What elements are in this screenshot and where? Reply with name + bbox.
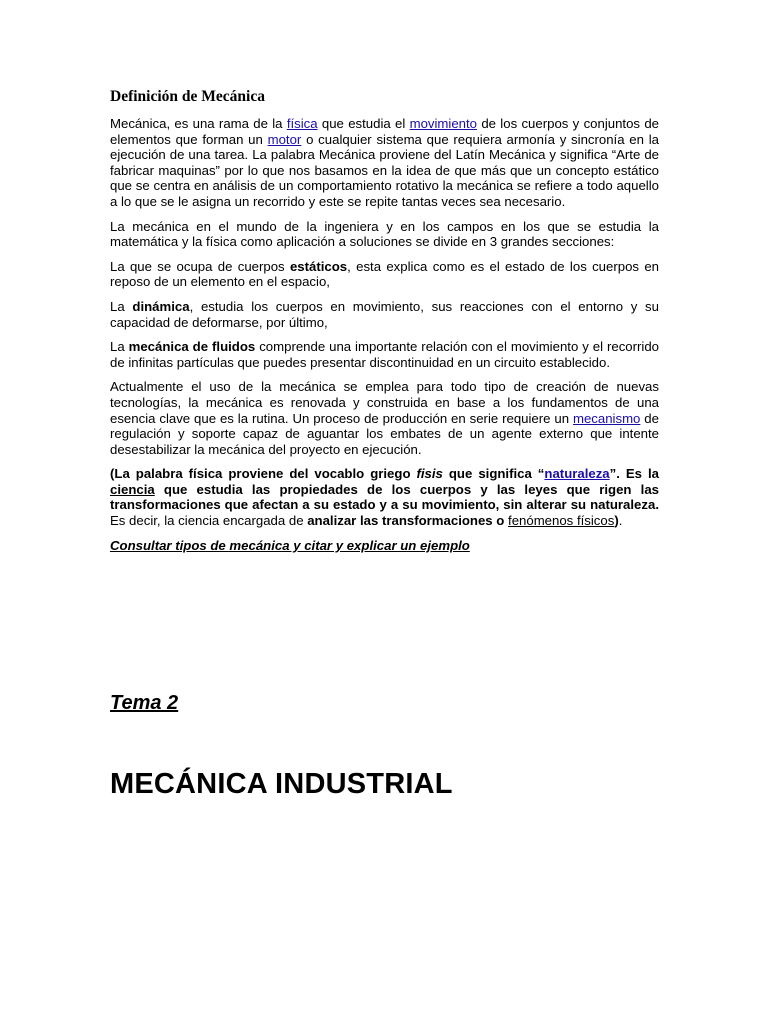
text: , estudia los cuerpos en movimiento, sus reacciones con el entorno y su capacidad de deformarse, por último, <box>110 298 659 330</box>
paragraph-definition <box>110 116 659 210</box>
link-naturaleza[interactable]: naturaleza <box>544 466 610 482</box>
link-ciencia[interactable]: ciencia <box>110 481 155 497</box>
italic-term: fisis <box>416 466 443 482</box>
bold-term: dinámica <box>132 298 190 314</box>
text: La que se ocupa de cuerpos <box>110 258 290 274</box>
link-motor[interactable]: motor <box>267 131 302 147</box>
text: Actualmente el uso de la mecánica se emplea para todo tipo de creación de nuevas tecnologías, la mecánica es renovada y construida en base a los fundamentos de una esencia clave que es la rutina. Un proceso de producción en serie requiere un <box>110 379 659 426</box>
tema-heading: Tema 2 <box>110 692 179 714</box>
text: , esta explica como es el estado de los cuerpos en reposo de un elemento en el espacio, <box>110 258 659 290</box>
bold-text: que significa “ <box>442 466 545 482</box>
bold-term: mecánica de fluidos <box>128 339 256 355</box>
task-instruction: Consultar tipos de mecánica y citar y explicar un ejemplo <box>110 537 470 553</box>
paragraph-estaticos <box>110 259 659 290</box>
link-fisica[interactable]: física <box>286 116 318 131</box>
document-body <box>110 88 659 562</box>
bold-text: analizar las transformaciones o <box>307 513 505 529</box>
text: Mecánica, es una rama de la <box>110 116 287 131</box>
link-mecanismo[interactable]: mecanismo <box>572 410 641 426</box>
text: La <box>110 339 129 355</box>
bold-text: ”. Es la <box>609 466 660 482</box>
bold-text: ) <box>614 513 619 529</box>
link-movimiento[interactable]: movimiento <box>409 116 478 131</box>
bold-text: que estudia las propiedades de los cuerpos y las leyes que rigen las transformaciones que afectan a su estado y a su movimiento, sin alterar su naturaleza. <box>110 481 659 513</box>
text: que estudia el <box>317 116 410 131</box>
paragraph-fisica-origen <box>110 466 659 528</box>
text: de regulación y soporte capaz de aguantar los embates de un agente externo que intente desestabilizar la mecánica del proyecto en ejecución. <box>110 410 659 457</box>
bold-term: estáticos <box>289 258 348 274</box>
document-title: Definición de Mecánica <box>110 88 265 105</box>
link-fenomenos-fisicos[interactable]: fenómenos físicos <box>508 513 615 529</box>
section-title: MECÁNICA INDUSTRIAL <box>110 768 453 800</box>
paragraph-dinamica <box>110 299 659 330</box>
paragraph-fluidos <box>110 339 659 370</box>
text: La <box>110 298 133 314</box>
text: Es decir, la ciencia encargada de <box>110 513 308 529</box>
text: de los cuerpos y conjuntos de elementos que forman un <box>110 116 659 147</box>
paragraph-sections: La mecánica en el mundo de la ingeniera y en los campos en los que se estudia la matemática y la física como aplicación a soluciones se divide en 3 grandes secciones: <box>110 218 659 250</box>
text: comprende una importante relación con el movimiento y el recorrido de infinitas partículas que puedes presentar discontinuidad en un circuito establecido. <box>110 339 660 370</box>
bold-text: (La palabra física proviene del vocablo griego <box>110 466 417 482</box>
text: . <box>618 513 623 529</box>
paragraph-actualmente <box>110 379 659 457</box>
text: o cualquier sistema que requiera armonía y sincronía en la ejecución de una tarea. La palabra Mecánica proviene del Latín Mecánica y significa “Arte de fabricar maquinas” por lo que nos basamos en la idea de que más que un concepto estático que se centra en análisis de un comportamiento rotativo la mecánica se refiere a todo aquello a lo que se le asigna un recorrido y este se repite tantas veces sea necesario. <box>110 131 660 209</box>
